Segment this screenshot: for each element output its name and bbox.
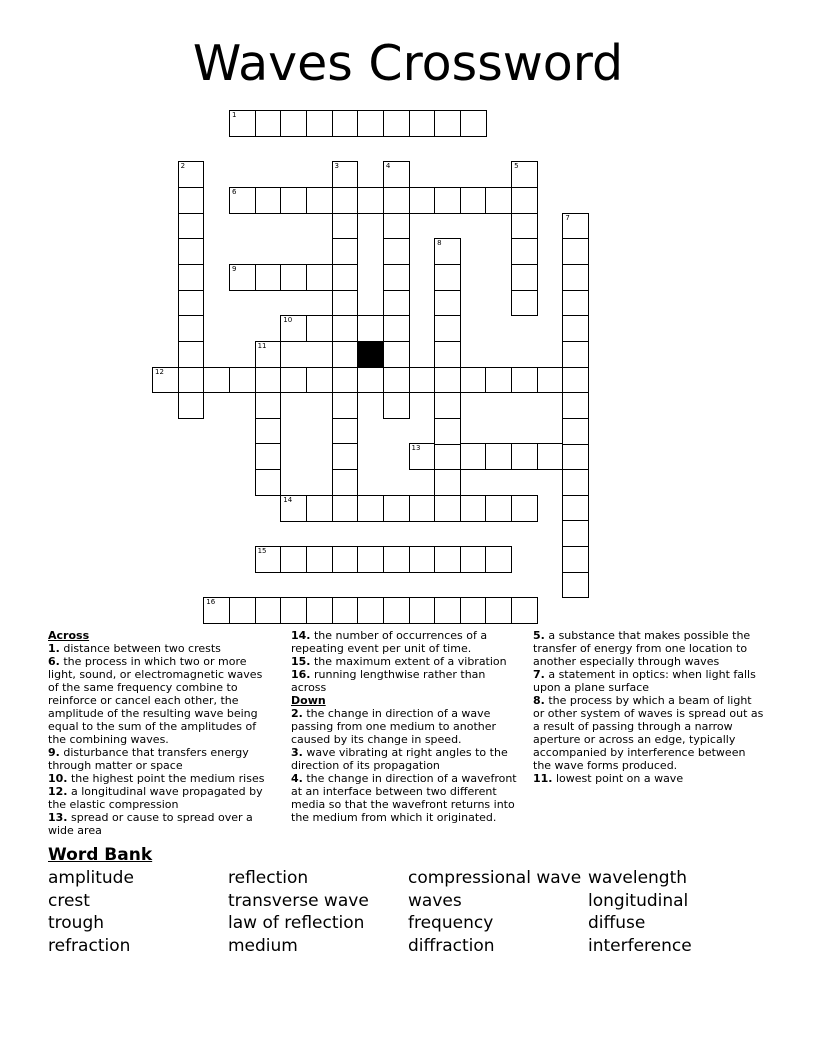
clue-number: 2. (291, 707, 303, 720)
clue-number: 10. (48, 772, 68, 785)
clue-number: 4. (291, 772, 303, 785)
grid-cell[interactable] (511, 290, 538, 317)
across-clue (48, 746, 276, 772)
word-bank-item: trough (48, 913, 105, 934)
grid-cell[interactable] (255, 187, 282, 214)
grid-cell[interactable] (511, 367, 538, 394)
grid-cell[interactable] (357, 495, 384, 522)
grid-cell[interactable] (537, 443, 564, 470)
grid-cell[interactable] (383, 367, 410, 394)
grid-cell[interactable] (562, 495, 589, 522)
word-bank-item: longitudinal (588, 890, 689, 911)
clue-text: distance between two crests (59, 642, 221, 655)
grid-cell[interactable] (383, 264, 410, 291)
page-title: Waves Crossword (192, 35, 624, 92)
clue-number: 11 (257, 341, 267, 350)
grid-cell[interactable] (255, 392, 282, 419)
grid-cell[interactable] (255, 367, 282, 394)
grid-cell[interactable] (229, 597, 256, 624)
grid-cell[interactable] (332, 546, 359, 573)
grid-cell[interactable] (306, 495, 333, 522)
word-bank-item: reflection (228, 868, 309, 888)
grid-cell[interactable] (280, 597, 307, 624)
clue-number: 14. (291, 629, 311, 642)
grid-cell[interactable] (562, 546, 589, 573)
word-bank-item: frequency (408, 913, 494, 934)
grid-cell[interactable] (511, 443, 538, 470)
word-bank-item: interference (588, 935, 692, 956)
grid-cell[interactable] (485, 187, 512, 214)
grid-cell[interactable] (383, 213, 410, 240)
grid-cell[interactable] (178, 187, 205, 214)
grid-cell[interactable] (332, 597, 359, 624)
grid-cell[interactable] (332, 418, 359, 445)
grid-cell[interactable] (409, 187, 436, 214)
grid-cell[interactable] (485, 495, 512, 522)
grid-cell[interactable] (332, 443, 359, 470)
grid-cell[interactable] (255, 110, 282, 137)
clue-number: 9. (48, 746, 60, 759)
clue-number: 13. (48, 811, 68, 824)
grid-cell[interactable] (460, 187, 487, 214)
clue-number: 11. (533, 772, 553, 785)
grid-cell[interactable] (562, 418, 589, 445)
grid-cell[interactable] (383, 315, 410, 342)
grid-cell[interactable] (383, 161, 410, 188)
clue-number: 13 (411, 444, 421, 453)
clues-column-1 (48, 629, 276, 837)
grid-cell[interactable] (409, 546, 436, 573)
grid-cell[interactable] (511, 187, 538, 214)
word-bank-item: transverse wave (228, 890, 369, 911)
grid-cell[interactable] (306, 367, 333, 394)
grid-cell[interactable] (306, 187, 333, 214)
grid-cell[interactable] (485, 597, 512, 624)
grid-cell[interactable] (434, 238, 461, 265)
grid-cell[interactable] (434, 597, 461, 624)
grid-cell[interactable] (383, 392, 410, 419)
grid-cell[interactable] (255, 469, 282, 496)
word-bank (48, 867, 768, 957)
clue-number: 5 (514, 162, 519, 171)
clue-number: 7 (565, 213, 570, 222)
clue-text: the change in direction of a wavefront at an interface between two different media so that the wavefront returns into the medium from which it originated. (291, 772, 517, 824)
clue-number: 12. (48, 785, 68, 798)
grid-cell[interactable] (383, 341, 410, 368)
word-bank-item: compressional wave (408, 868, 582, 888)
grid-cell[interactable] (178, 213, 205, 240)
grid-cell[interactable] (255, 418, 282, 445)
grid-cell[interactable] (306, 546, 333, 573)
grid-cell[interactable] (280, 264, 307, 291)
grid-cell[interactable] (306, 110, 333, 137)
clue-number: 15 (257, 547, 267, 556)
across-header: Across (48, 629, 90, 642)
grid-cell[interactable] (280, 110, 307, 137)
grid-cell[interactable] (178, 367, 205, 394)
grid-cell[interactable] (357, 110, 384, 137)
grid-cell[interactable] (485, 367, 512, 394)
grid-cell[interactable] (255, 341, 282, 368)
down-clue (291, 746, 519, 772)
grid-cell[interactable] (460, 495, 487, 522)
grid-cell[interactable] (537, 367, 564, 394)
clues-column-3 (533, 629, 765, 785)
word-bank-item: amplitude (48, 868, 134, 888)
grid-block (357, 341, 384, 368)
grid-cell[interactable] (434, 392, 461, 419)
grid-cell[interactable] (434, 367, 461, 394)
grid-cell[interactable] (332, 161, 359, 188)
clues-column-2 (291, 629, 519, 824)
across-clue (291, 668, 519, 694)
clue-number: 6. (48, 655, 60, 668)
clue-text: a longitudinal wave propagated by the elastic compression (48, 785, 263, 811)
grid-cell[interactable] (332, 367, 359, 394)
grid-cell[interactable] (229, 187, 256, 214)
clue-number: 3 (334, 162, 340, 171)
grid-cell[interactable] (434, 495, 461, 522)
grid-cell[interactable] (409, 443, 436, 470)
grid-cell[interactable] (460, 367, 487, 394)
grid-cell[interactable] (383, 290, 410, 317)
grid-cell[interactable] (332, 495, 359, 522)
across-clue (48, 642, 276, 655)
clue-text: the change in direction of a wave passing from one medium to another caused by its change in speed. (291, 707, 497, 746)
across-clue (291, 629, 519, 655)
grid-cell[interactable] (255, 546, 282, 573)
grid-cell[interactable] (434, 469, 461, 496)
grid-cell[interactable] (178, 238, 205, 265)
grid-cell[interactable] (332, 469, 359, 496)
grid-cell[interactable] (332, 187, 359, 214)
grid-cell[interactable] (562, 572, 589, 599)
grid-cell[interactable] (229, 367, 256, 394)
clue-number: 6 (231, 187, 237, 196)
grid-cell[interactable] (511, 161, 538, 188)
grid-cell[interactable] (332, 315, 359, 342)
grid-cell[interactable] (562, 213, 589, 240)
word-bank-item: diffraction (408, 935, 495, 956)
clue-number: 1 (231, 111, 237, 119)
grid-cell[interactable] (229, 110, 256, 137)
grid-cell[interactable] (434, 418, 461, 445)
word-bank-item: waves (408, 890, 462, 911)
grid-cell[interactable] (255, 443, 282, 470)
grid-cell[interactable] (383, 238, 410, 265)
grid-cell[interactable] (460, 443, 487, 470)
grid-cell[interactable] (280, 546, 307, 573)
grid-cell[interactable] (460, 546, 487, 573)
grid-cell[interactable] (152, 367, 179, 394)
grid-cell[interactable] (306, 597, 333, 624)
grid-cell[interactable] (332, 392, 359, 419)
down-header: Down (291, 694, 326, 707)
word-bank-item: medium (228, 935, 298, 956)
clue-text: spread or cause to spread over a wide area (48, 811, 253, 837)
grid-cell[interactable] (203, 367, 230, 394)
grid-cell[interactable] (332, 264, 359, 291)
grid-cell[interactable] (562, 238, 589, 265)
across-clue (48, 772, 276, 785)
grid-cell[interactable] (485, 443, 512, 470)
grid-cell[interactable] (357, 367, 384, 394)
down-clue (533, 694, 765, 772)
clue-number: 4 (385, 162, 391, 171)
grid-cell[interactable] (383, 597, 410, 624)
grid-cell[interactable] (434, 546, 461, 573)
clue-number: 12 (155, 367, 164, 376)
grid-cell[interactable] (562, 469, 589, 496)
grid-cell[interactable] (255, 264, 282, 291)
clue-number: 1. (48, 642, 60, 655)
grid-cell[interactable] (280, 315, 307, 342)
word-bank-item: law of reflection (228, 913, 365, 934)
clue-number: 16 (206, 598, 216, 607)
word-bank-item: diffuse (588, 913, 646, 934)
grid-cell[interactable] (357, 187, 384, 214)
clue-text: the maximum extent of a vibration (310, 655, 507, 668)
grid-cell[interactable] (434, 264, 461, 291)
grid-cell[interactable] (562, 264, 589, 291)
clue-text: a substance that makes possible the transfer of energy from one location to another especially through waves (533, 629, 751, 668)
clue-number: 15. (291, 655, 311, 668)
grid-cell[interactable] (409, 110, 436, 137)
grid-cell[interactable] (434, 290, 461, 317)
clue-text: the highest point the medium rises (67, 772, 265, 785)
grid-cell[interactable] (511, 238, 538, 265)
grid-cell[interactable] (203, 597, 230, 624)
clue-number: 14 (283, 495, 293, 504)
across-clue (48, 785, 276, 811)
grid-cell[interactable] (409, 495, 436, 522)
grid-cell[interactable] (383, 110, 410, 137)
clue-number: 5. (533, 629, 545, 642)
grid-cell[interactable] (357, 546, 384, 573)
grid-cell[interactable] (562, 367, 589, 394)
grid-cell[interactable] (562, 341, 589, 368)
grid-cell[interactable] (332, 341, 359, 368)
grid-cell[interactable] (280, 367, 307, 394)
grid-cell[interactable] (511, 495, 538, 522)
grid-cell[interactable] (280, 187, 307, 214)
clue-text: a statement in optics: when light falls upon a plane surface (533, 668, 756, 694)
clue-text: lowest point on a wave (552, 772, 684, 785)
grid-cell[interactable] (332, 238, 359, 265)
grid-cell[interactable] (511, 597, 538, 624)
clue-number: 10 (283, 316, 293, 325)
clue-text: running lengthwise rather than across (291, 668, 486, 694)
grid-cell[interactable] (332, 290, 359, 317)
grid-cell[interactable] (332, 213, 359, 240)
clue-number: 9 (231, 264, 237, 273)
grid-cell[interactable] (332, 110, 359, 137)
clue-number: 16. (291, 668, 311, 681)
grid-cell[interactable] (485, 546, 512, 573)
grid-cell[interactable] (434, 315, 461, 342)
grid-cell[interactable] (562, 392, 589, 419)
grid-cell[interactable] (357, 597, 384, 624)
across-clue (48, 655, 276, 746)
word-bank-item: refraction (48, 935, 131, 956)
grid-cell[interactable] (434, 443, 461, 470)
down-clue (533, 772, 765, 785)
grid-cell[interactable] (434, 187, 461, 214)
grid-cell[interactable] (562, 443, 589, 470)
word-bank-item: crest (48, 890, 90, 911)
grid-cell[interactable] (383, 187, 410, 214)
word-bank-title: Word Bank (48, 845, 153, 865)
down-clue (533, 668, 765, 694)
down-clue (291, 707, 519, 746)
clue-number: 7. (533, 668, 545, 681)
grid-cell[interactable] (434, 341, 461, 368)
grid-cell[interactable] (178, 290, 205, 317)
clue-text: disturbance that transfers energy through matter or space (48, 746, 249, 772)
clue-text: the process by which a beam of light or other system of waves is spread out as a result of passing through a narrow aperture or across an edge, typically accompanied by interference between the wave forms produced. (533, 694, 764, 772)
grid-cell[interactable] (280, 495, 307, 522)
clue-number: 8 (437, 239, 442, 248)
grid-cell[interactable] (229, 264, 256, 291)
grid-cell[interactable] (409, 367, 436, 394)
grid-cell[interactable] (306, 264, 333, 291)
down-clue (533, 629, 765, 668)
across-clue (291, 655, 519, 668)
grid-cell[interactable] (306, 315, 333, 342)
word-bank-item: wavelength (588, 868, 688, 888)
grid-cell[interactable] (511, 213, 538, 240)
grid-cell[interactable] (562, 315, 589, 342)
clue-text: the process in which two or more light, sound, or electromagnetic waves of the same frequency combine to reinforce or cancel each other, the amplitude of the resulting wave being equal to the sum of the amplitudes of the combining waves. (48, 655, 263, 746)
clue-number: 8. (533, 694, 545, 707)
grid-cell[interactable] (409, 597, 436, 624)
grid-cell[interactable] (511, 264, 538, 291)
clue-number: 2 (180, 162, 186, 171)
grid-cell[interactable] (460, 597, 487, 624)
clue-number: 3. (291, 746, 303, 759)
clue-text: wave vibrating at right angles to the direction of its propagation (291, 746, 508, 772)
across-clue (48, 811, 276, 837)
grid-cell[interactable] (178, 341, 205, 368)
grid-cell[interactable] (562, 520, 589, 547)
grid-cell[interactable] (178, 161, 205, 188)
clue-text: the number of occurrences of a repeating event per unit of time. (291, 629, 488, 655)
grid-cell[interactable] (178, 264, 205, 291)
grid-cell[interactable] (383, 546, 410, 573)
grid-cell[interactable] (178, 392, 205, 419)
down-clue (291, 772, 519, 824)
grid-cell[interactable] (255, 597, 282, 624)
grid-cell[interactable] (562, 290, 589, 317)
grid-cell[interactable] (357, 315, 384, 342)
grid-cell[interactable] (383, 495, 410, 522)
grid-cell[interactable] (434, 110, 461, 137)
grid-cell[interactable] (178, 315, 205, 342)
grid-cell[interactable] (460, 110, 487, 137)
